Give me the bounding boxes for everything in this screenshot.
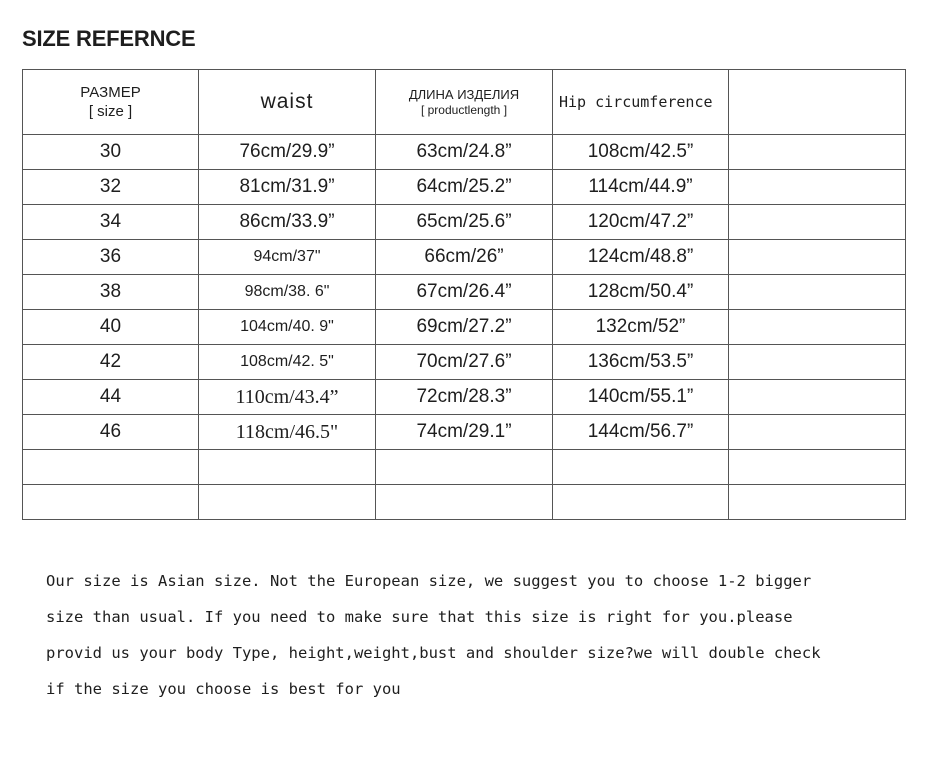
cell-length — [376, 450, 553, 485]
cell-extra — [729, 205, 906, 240]
cell-extra — [729, 275, 906, 310]
cell-hip: 114cm/44.9” — [553, 170, 729, 205]
cell-size: 36 — [23, 240, 199, 275]
cell-size: 40 — [23, 310, 199, 345]
cell-waist: 81cm/31.9” — [199, 170, 376, 205]
cell-size: 32 — [23, 170, 199, 205]
table-row — [23, 415, 906, 450]
header-extra — [729, 70, 906, 135]
cell-extra — [729, 380, 906, 415]
cell-length: 72cm/28.3” — [376, 380, 553, 415]
table-row — [23, 450, 906, 485]
header-length-ru: ДЛИНА ИЗДЕЛИЯ — [408, 87, 520, 102]
table-body — [23, 135, 906, 520]
cell-hip — [553, 450, 729, 485]
note-line: provid us your body Type, height,weight,bust and shoulder size?we will double check — [46, 644, 821, 662]
note-line: size than usual. If you need to make sure that this size is right for you.please — [46, 608, 793, 626]
table-header-row — [23, 70, 906, 135]
cell-hip: 120cm/47.2” — [553, 205, 729, 240]
table-row — [23, 170, 906, 205]
cell-size: 34 — [23, 205, 199, 240]
cell-size: 30 — [23, 135, 199, 170]
cell-waist: 104cm/40. 9" — [199, 310, 376, 345]
cell-length: 74cm/29.1” — [376, 415, 553, 450]
table-row — [23, 205, 906, 240]
cell-waist — [199, 450, 376, 485]
size-note — [46, 563, 916, 707]
page-title: SIZE REFERNCE — [22, 26, 196, 51]
cell-length: 66cm/26” — [376, 240, 553, 275]
cell-length: 69cm/27.2” — [376, 310, 553, 345]
cell-hip: 132cm/52” — [553, 310, 729, 345]
cell-waist: 76cm/29.9” — [199, 135, 376, 170]
cell-extra — [729, 240, 906, 275]
cell-length — [376, 485, 553, 520]
header-length-en: [ productlength ] — [420, 103, 508, 117]
table-row — [23, 240, 906, 275]
cell-size: 46 — [23, 415, 199, 450]
table-row — [23, 135, 906, 170]
table-row — [23, 485, 906, 520]
cell-extra — [729, 135, 906, 170]
cell-extra — [729, 170, 906, 205]
cell-waist: 118cm/46.5" — [199, 415, 376, 450]
note-line: Our size is Asian size. Not the European size, we suggest you to choose 1-2 bigger — [46, 572, 812, 590]
cell-extra — [729, 310, 906, 345]
cell-hip: 124cm/48.8” — [553, 240, 729, 275]
header-size-en: [ size ] — [88, 103, 133, 120]
header-hip: Hip circumference — [553, 70, 729, 135]
cell-waist: 108cm/42. 5" — [199, 345, 376, 380]
cell-waist: 94cm/37" — [199, 240, 376, 275]
cell-size: 42 — [23, 345, 199, 380]
header-size-ru: РАЗМЕР — [80, 84, 141, 101]
table-row — [23, 345, 906, 380]
cell-hip: 128cm/50.4” — [553, 275, 729, 310]
cell-size — [23, 485, 199, 520]
cell-extra — [729, 450, 906, 485]
cell-length: 63cm/24.8” — [376, 135, 553, 170]
cell-extra — [729, 345, 906, 380]
header-length — [376, 70, 553, 135]
cell-hip: 140cm/55.1” — [553, 380, 729, 415]
cell-waist: 98cm/38. 6" — [199, 275, 376, 310]
cell-length: 65cm/25.6” — [376, 205, 553, 240]
cell-length: 67cm/26.4” — [376, 275, 553, 310]
size-chart-table — [22, 69, 906, 520]
cell-length: 64cm/25.2” — [376, 170, 553, 205]
note-line: if the size you choose is best for you — [46, 680, 401, 698]
cell-waist: 110cm/43.4” — [199, 380, 376, 415]
cell-extra — [729, 415, 906, 450]
cell-hip: 136cm/53.5” — [553, 345, 729, 380]
cell-size — [23, 450, 199, 485]
cell-length: 70cm/27.6” — [376, 345, 553, 380]
cell-waist — [199, 485, 376, 520]
table-row — [23, 310, 906, 345]
header-size — [23, 70, 199, 135]
cell-hip: 108cm/42.5” — [553, 135, 729, 170]
cell-hip — [553, 485, 729, 520]
table-row — [23, 275, 906, 310]
cell-size: 38 — [23, 275, 199, 310]
cell-hip: 144cm/56.7” — [553, 415, 729, 450]
cell-extra — [729, 485, 906, 520]
header-waist: waist — [199, 70, 376, 135]
cell-size: 44 — [23, 380, 199, 415]
table-row — [23, 380, 906, 415]
cell-waist: 86cm/33.9” — [199, 205, 376, 240]
